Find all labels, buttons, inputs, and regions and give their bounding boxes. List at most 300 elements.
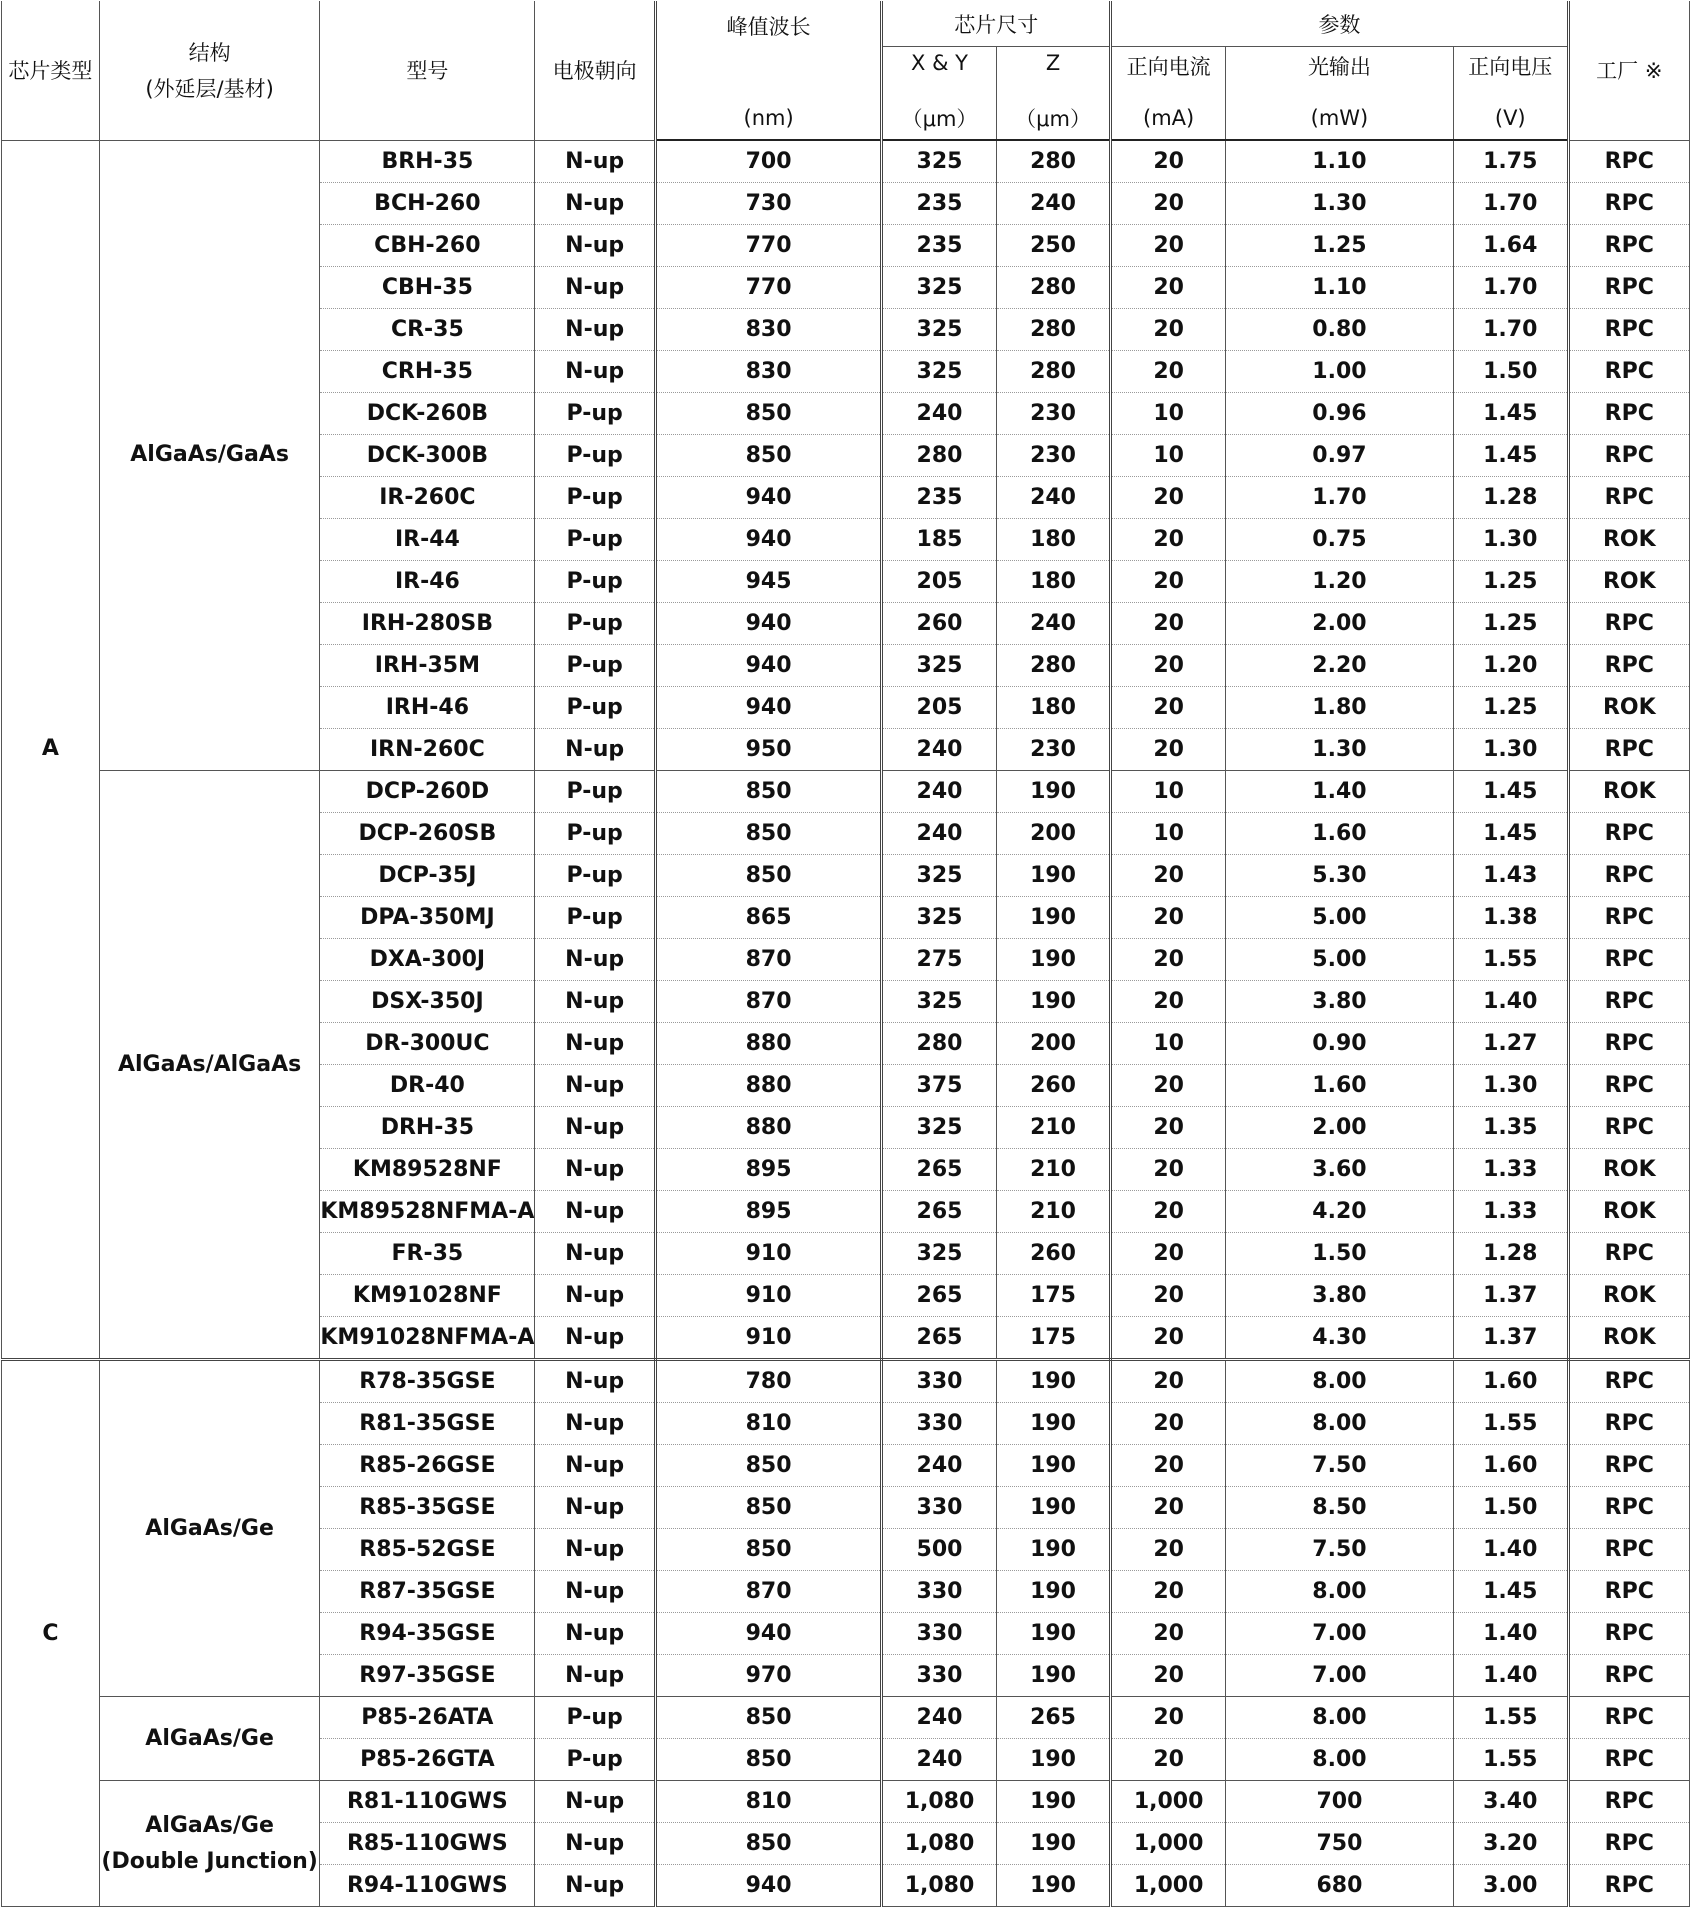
z-cell: 190 <box>996 1865 1111 1907</box>
factory-cell: ROK <box>1568 1191 1689 1233</box>
xy-cell: 325 <box>882 309 997 351</box>
current-cell: 20 <box>1111 1571 1226 1613</box>
voltage-cell: 1.28 <box>1453 1233 1568 1275</box>
model-cell: DCK-260B <box>320 393 535 435</box>
current-cell: 20 <box>1111 1107 1226 1149</box>
wavelength-cell: 850 <box>655 855 881 897</box>
xy-cell: 260 <box>882 603 997 645</box>
voltage-cell: 1.25 <box>1453 603 1568 645</box>
table-body <box>2 140 1690 1907</box>
z-cell: 190 <box>996 855 1111 897</box>
xy-cell: 375 <box>882 1065 997 1107</box>
xy-cell: 1,080 <box>882 1865 997 1907</box>
voltage-cell: 1.30 <box>1453 1065 1568 1107</box>
current-cell: 20 <box>1111 1403 1226 1445</box>
output-cell: 3.60 <box>1225 1149 1453 1191</box>
voltage-cell: 1.25 <box>1453 687 1568 729</box>
model-cell: IRH-280SB <box>320 603 535 645</box>
current-cell: 20 <box>1111 645 1226 687</box>
model-cell: KM89528NFMA-A <box>320 1191 535 1233</box>
xy-cell: 330 <box>882 1403 997 1445</box>
electrode-cell: N-up <box>535 225 656 267</box>
model-cell: R85-26GSE <box>320 1445 535 1487</box>
xy-cell: 1,080 <box>882 1781 997 1823</box>
z-cell: 210 <box>996 1191 1111 1233</box>
output-cell: 0.80 <box>1225 309 1453 351</box>
voltage-cell: 1.64 <box>1453 225 1568 267</box>
xy-cell: 325 <box>882 981 997 1023</box>
electrode-cell: N-up <box>535 1403 656 1445</box>
voltage-cell: 1.60 <box>1453 1445 1568 1487</box>
wavelength-cell: 870 <box>655 939 881 981</box>
current-cell: 20 <box>1111 897 1226 939</box>
electrode-cell: N-up <box>535 1487 656 1529</box>
xy-cell: 185 <box>882 519 997 561</box>
xy-cell: 325 <box>882 267 997 309</box>
factory-cell: ROK <box>1568 1317 1689 1360</box>
xy-cell: 325 <box>882 1107 997 1149</box>
voltage-cell: 1.55 <box>1453 939 1568 981</box>
z-cell: 230 <box>996 435 1111 477</box>
z-cell: 240 <box>996 477 1111 519</box>
xy-cell: 325 <box>882 1233 997 1275</box>
factory-cell: RPC <box>1568 1360 1689 1403</box>
wavelength-cell: 865 <box>655 897 881 939</box>
model-cell: R85-52GSE <box>320 1529 535 1571</box>
wavelength-cell: 850 <box>655 393 881 435</box>
current-cell: 20 <box>1111 1233 1226 1275</box>
output-cell: 3.80 <box>1225 981 1453 1023</box>
output-cell: 2.20 <box>1225 645 1453 687</box>
table-row <box>2 1697 1690 1739</box>
factory-cell: RPC <box>1568 477 1689 519</box>
model-cell: R94-35GSE <box>320 1613 535 1655</box>
wavelength-cell: 700 <box>655 140 881 183</box>
wavelength-cell: 780 <box>655 1360 881 1403</box>
xy-cell: 265 <box>882 1149 997 1191</box>
xy-cell: 205 <box>882 561 997 603</box>
wavelength-cell: 895 <box>655 1149 881 1191</box>
z-cell: 210 <box>996 1107 1111 1149</box>
header-peak-wavelength: 峰值波长 <box>655 1 881 96</box>
xy-cell: 325 <box>882 140 997 183</box>
header-structure-line2: (外延层/基材) <box>145 77 274 102</box>
current-cell: 20 <box>1111 561 1226 603</box>
current-cell: 20 <box>1111 1191 1226 1233</box>
z-cell: 230 <box>996 729 1111 771</box>
voltage-cell: 1.70 <box>1453 183 1568 225</box>
z-cell: 280 <box>996 140 1111 183</box>
wavelength-cell: 810 <box>655 1403 881 1445</box>
xy-cell: 325 <box>882 351 997 393</box>
model-cell: FR-35 <box>320 1233 535 1275</box>
current-cell: 20 <box>1111 1445 1226 1487</box>
output-cell: 7.50 <box>1225 1445 1453 1487</box>
xy-cell: 265 <box>882 1191 997 1233</box>
factory-cell: ROK <box>1568 561 1689 603</box>
factory-cell: RPC <box>1568 1445 1689 1487</box>
model-cell: IRN-260C <box>320 729 535 771</box>
factory-cell: RPC <box>1568 1487 1689 1529</box>
xy-cell: 205 <box>882 687 997 729</box>
xy-cell: 235 <box>882 225 997 267</box>
xy-cell: 325 <box>882 855 997 897</box>
voltage-cell: 1.33 <box>1453 1149 1568 1191</box>
current-cell: 10 <box>1111 813 1226 855</box>
output-cell: 680 <box>1225 1865 1453 1907</box>
electrode-cell: N-up <box>535 1191 656 1233</box>
electrode-cell: N-up <box>535 1360 656 1403</box>
voltage-cell: 3.00 <box>1453 1865 1568 1907</box>
voltage-cell: 1.40 <box>1453 1613 1568 1655</box>
model-cell: P85-26ATA <box>320 1697 535 1739</box>
wavelength-cell: 910 <box>655 1317 881 1360</box>
z-cell: 175 <box>996 1275 1111 1317</box>
factory-cell: RPC <box>1568 645 1689 687</box>
output-cell: 2.00 <box>1225 603 1453 645</box>
factory-cell: ROK <box>1568 1149 1689 1191</box>
electrode-cell: N-up <box>535 1275 656 1317</box>
z-cell: 180 <box>996 519 1111 561</box>
output-cell: 4.30 <box>1225 1317 1453 1360</box>
voltage-cell: 1.40 <box>1453 981 1568 1023</box>
factory-cell: RPC <box>1568 855 1689 897</box>
xy-cell: 330 <box>882 1655 997 1697</box>
model-cell: IR-260C <box>320 477 535 519</box>
voltage-cell: 1.75 <box>1453 140 1568 183</box>
voltage-cell: 1.43 <box>1453 855 1568 897</box>
current-cell: 20 <box>1111 939 1226 981</box>
electrode-cell: P-up <box>535 435 656 477</box>
wavelength-cell: 810 <box>655 1781 881 1823</box>
chip-type-cell: C <box>2 1360 100 1907</box>
output-cell: 1.20 <box>1225 561 1453 603</box>
z-cell: 190 <box>996 1571 1111 1613</box>
structure-cell: AlGaAs/Ge <box>99 1360 320 1697</box>
current-cell: 20 <box>1111 687 1226 729</box>
output-cell: 8.00 <box>1225 1697 1453 1739</box>
header-xy-unit: （μm） <box>882 96 997 140</box>
current-cell: 20 <box>1111 603 1226 645</box>
xy-cell: 235 <box>882 183 997 225</box>
factory-cell: ROK <box>1568 687 1689 729</box>
voltage-cell: 3.40 <box>1453 1781 1568 1823</box>
voltage-cell: 1.45 <box>1453 393 1568 435</box>
current-cell: 20 <box>1111 1613 1226 1655</box>
electrode-cell: N-up <box>535 1613 656 1655</box>
wavelength-cell: 895 <box>655 1191 881 1233</box>
model-cell: BRH-35 <box>320 140 535 183</box>
electrode-cell: P-up <box>535 393 656 435</box>
output-cell: 0.90 <box>1225 1023 1453 1065</box>
wavelength-cell: 940 <box>655 519 881 561</box>
output-cell: 2.00 <box>1225 1107 1453 1149</box>
electrode-cell: N-up <box>535 981 656 1023</box>
voltage-cell: 1.45 <box>1453 1571 1568 1613</box>
model-cell: CBH-260 <box>320 225 535 267</box>
current-cell: 20 <box>1111 1360 1226 1403</box>
z-cell: 190 <box>996 1655 1111 1697</box>
current-cell: 20 <box>1111 309 1226 351</box>
led-chip-spec-table <box>1 1 1690 1907</box>
current-cell: 20 <box>1111 1529 1226 1571</box>
header-chip-size: 芯片尺寸 <box>882 1 1111 47</box>
electrode-cell: N-up <box>535 351 656 393</box>
factory-cell: RPC <box>1568 939 1689 981</box>
current-cell: 10 <box>1111 435 1226 477</box>
model-cell: IRH-35M <box>320 645 535 687</box>
voltage-cell: 1.55 <box>1453 1739 1568 1781</box>
voltage-cell: 1.45 <box>1453 813 1568 855</box>
electrode-cell: P-up <box>535 603 656 645</box>
model-cell: R81-110GWS <box>320 1781 535 1823</box>
output-cell: 8.00 <box>1225 1739 1453 1781</box>
electrode-cell: N-up <box>535 140 656 183</box>
electrode-cell: N-up <box>535 309 656 351</box>
model-cell: DSX-350J <box>320 981 535 1023</box>
structure-cell: AlGaAs/Ge <box>99 1697 320 1781</box>
table-row <box>2 1360 1690 1403</box>
voltage-cell: 1.70 <box>1453 309 1568 351</box>
header-output-unit: (mW) <box>1225 96 1453 140</box>
output-cell: 700 <box>1225 1781 1453 1823</box>
model-cell: R81-35GSE <box>320 1403 535 1445</box>
model-cell: IR-44 <box>320 519 535 561</box>
wavelength-cell: 940 <box>655 645 881 687</box>
structure-cell: AlGaAs/GaAs <box>99 140 320 771</box>
model-cell: IRH-46 <box>320 687 535 729</box>
wavelength-cell: 940 <box>655 1613 881 1655</box>
z-cell: 180 <box>996 687 1111 729</box>
electrode-cell: N-up <box>535 1107 656 1149</box>
header-light-output: 光输出 <box>1225 47 1453 97</box>
z-cell: 250 <box>996 225 1111 267</box>
header-factory: 工厂 ※ <box>1568 1 1689 140</box>
voltage-cell: 1.37 <box>1453 1317 1568 1360</box>
factory-cell: RPC <box>1568 309 1689 351</box>
xy-cell: 240 <box>882 1697 997 1739</box>
wavelength-cell: 910 <box>655 1275 881 1317</box>
z-cell: 280 <box>996 267 1111 309</box>
header-forward-voltage: 正向电压 <box>1453 47 1568 97</box>
wavelength-cell: 850 <box>655 435 881 477</box>
wavelength-cell: 850 <box>655 1823 881 1865</box>
output-cell: 1.40 <box>1225 771 1453 813</box>
wavelength-cell: 830 <box>655 309 881 351</box>
wavelength-cell: 870 <box>655 1571 881 1613</box>
model-cell: BCH-260 <box>320 183 535 225</box>
wavelength-cell: 970 <box>655 1655 881 1697</box>
xy-cell: 240 <box>882 813 997 855</box>
z-cell: 200 <box>996 813 1111 855</box>
factory-cell: RPC <box>1568 603 1689 645</box>
model-cell: R94-110GWS <box>320 1865 535 1907</box>
wavelength-cell: 850 <box>655 1697 881 1739</box>
xy-cell: 330 <box>882 1613 997 1655</box>
z-cell: 190 <box>996 1445 1111 1487</box>
electrode-cell: P-up <box>535 645 656 687</box>
z-cell: 240 <box>996 183 1111 225</box>
factory-cell: RPC <box>1568 393 1689 435</box>
factory-cell: RPC <box>1568 897 1689 939</box>
output-cell: 750 <box>1225 1823 1453 1865</box>
model-cell: DXA-300J <box>320 939 535 981</box>
voltage-cell: 1.35 <box>1453 1107 1568 1149</box>
xy-cell: 240 <box>882 771 997 813</box>
model-cell: R85-110GWS <box>320 1823 535 1865</box>
wavelength-cell: 880 <box>655 1065 881 1107</box>
current-cell: 20 <box>1111 1739 1226 1781</box>
factory-cell: RPC <box>1568 1781 1689 1823</box>
header-structure-line1: 结构 <box>188 41 231 66</box>
output-cell: 0.75 <box>1225 519 1453 561</box>
voltage-cell: 1.50 <box>1453 1487 1568 1529</box>
electrode-cell: N-up <box>535 1865 656 1907</box>
electrode-cell: N-up <box>535 1655 656 1697</box>
z-cell: 230 <box>996 393 1111 435</box>
header-z-unit: （μm） <box>996 96 1111 140</box>
voltage-cell: 1.40 <box>1453 1529 1568 1571</box>
output-cell: 7.00 <box>1225 1655 1453 1697</box>
xy-cell: 330 <box>882 1571 997 1613</box>
factory-cell: RPC <box>1568 1571 1689 1613</box>
table-header <box>2 1 1690 140</box>
z-cell: 240 <box>996 603 1111 645</box>
z-cell: 280 <box>996 645 1111 687</box>
wavelength-cell: 940 <box>655 1865 881 1907</box>
model-cell: DPA-350MJ <box>320 897 535 939</box>
output-cell: 1.60 <box>1225 813 1453 855</box>
current-cell: 20 <box>1111 267 1226 309</box>
z-cell: 190 <box>996 771 1111 813</box>
output-cell: 1.25 <box>1225 225 1453 267</box>
z-cell: 190 <box>996 1781 1111 1823</box>
wavelength-cell: 850 <box>655 771 881 813</box>
factory-cell: RPC <box>1568 1107 1689 1149</box>
factory-cell: RPC <box>1568 183 1689 225</box>
header-params: 参数 <box>1111 1 1568 47</box>
output-cell: 5.00 <box>1225 939 1453 981</box>
voltage-cell: 1.45 <box>1453 771 1568 813</box>
z-cell: 190 <box>996 1360 1111 1403</box>
header-voltage-unit: (V) <box>1453 96 1568 140</box>
output-cell: 5.00 <box>1225 897 1453 939</box>
current-cell: 1,000 <box>1111 1865 1226 1907</box>
voltage-cell: 3.20 <box>1453 1823 1568 1865</box>
table-row <box>2 771 1690 813</box>
output-cell: 1.50 <box>1225 1233 1453 1275</box>
table-row <box>2 140 1690 183</box>
factory-cell: ROK <box>1568 771 1689 813</box>
current-cell: 20 <box>1111 351 1226 393</box>
output-cell: 1.70 <box>1225 477 1453 519</box>
z-cell: 265 <box>996 1697 1111 1739</box>
z-cell: 260 <box>996 1233 1111 1275</box>
electrode-cell: P-up <box>535 477 656 519</box>
factory-cell: RPC <box>1568 1655 1689 1697</box>
xy-cell: 280 <box>882 1023 997 1065</box>
z-cell: 200 <box>996 1023 1111 1065</box>
factory-cell: RPC <box>1568 1529 1689 1571</box>
model-cell: R97-35GSE <box>320 1655 535 1697</box>
current-cell: 20 <box>1111 729 1226 771</box>
current-cell: 20 <box>1111 225 1226 267</box>
voltage-cell: 1.37 <box>1453 1275 1568 1317</box>
model-cell: CBH-35 <box>320 267 535 309</box>
wavelength-cell: 850 <box>655 1739 881 1781</box>
z-cell: 190 <box>996 1403 1111 1445</box>
z-cell: 280 <box>996 351 1111 393</box>
header-peak-unit: (nm) <box>655 96 881 140</box>
header-electrode: 电极朝向 <box>535 1 656 140</box>
electrode-cell: N-up <box>535 1445 656 1487</box>
xy-cell: 235 <box>882 477 997 519</box>
z-cell: 175 <box>996 1317 1111 1360</box>
z-cell: 260 <box>996 1065 1111 1107</box>
electrode-cell: N-up <box>535 183 656 225</box>
electrode-cell: P-up <box>535 519 656 561</box>
factory-cell: RPC <box>1568 140 1689 183</box>
output-cell: 8.00 <box>1225 1403 1453 1445</box>
model-cell: DCP-260D <box>320 771 535 813</box>
model-cell: IR-46 <box>320 561 535 603</box>
factory-cell: RPC <box>1568 1023 1689 1065</box>
current-cell: 10 <box>1111 1023 1226 1065</box>
factory-cell: RPC <box>1568 1823 1689 1865</box>
wavelength-cell: 830 <box>655 351 881 393</box>
output-cell: 1.60 <box>1225 1065 1453 1107</box>
model-cell: DCP-35J <box>320 855 535 897</box>
current-cell: 10 <box>1111 393 1226 435</box>
xy-cell: 240 <box>882 1739 997 1781</box>
factory-cell: RPC <box>1568 1233 1689 1275</box>
current-cell: 20 <box>1111 1317 1226 1360</box>
wavelength-cell: 850 <box>655 813 881 855</box>
electrode-cell: N-up <box>535 1233 656 1275</box>
xy-cell: 275 <box>882 939 997 981</box>
current-cell: 20 <box>1111 1487 1226 1529</box>
electrode-cell: N-up <box>535 1571 656 1613</box>
voltage-cell: 1.33 <box>1453 1191 1568 1233</box>
wavelength-cell: 730 <box>655 183 881 225</box>
z-cell: 210 <box>996 1149 1111 1191</box>
z-cell: 190 <box>996 981 1111 1023</box>
xy-cell: 330 <box>882 1487 997 1529</box>
z-cell: 190 <box>996 1823 1111 1865</box>
xy-cell: 1,080 <box>882 1823 997 1865</box>
output-cell: 3.80 <box>1225 1275 1453 1317</box>
wavelength-cell: 945 <box>655 561 881 603</box>
voltage-cell: 1.70 <box>1453 267 1568 309</box>
z-cell: 190 <box>996 939 1111 981</box>
electrode-cell: N-up <box>535 729 656 771</box>
model-cell: DRH-35 <box>320 1107 535 1149</box>
output-cell: 1.10 <box>1225 267 1453 309</box>
xy-cell: 280 <box>882 435 997 477</box>
current-cell: 10 <box>1111 771 1226 813</box>
wavelength-cell: 940 <box>655 687 881 729</box>
current-cell: 20 <box>1111 519 1226 561</box>
factory-cell: RPC <box>1568 1065 1689 1107</box>
wavelength-cell: 910 <box>655 1233 881 1275</box>
output-cell: 8.50 <box>1225 1487 1453 1529</box>
voltage-cell: 1.27 <box>1453 1023 1568 1065</box>
current-cell: 20 <box>1111 1065 1226 1107</box>
electrode-cell: P-up <box>535 855 656 897</box>
factory-cell: RPC <box>1568 1739 1689 1781</box>
wavelength-cell: 950 <box>655 729 881 771</box>
model-cell: R87-35GSE <box>320 1571 535 1613</box>
